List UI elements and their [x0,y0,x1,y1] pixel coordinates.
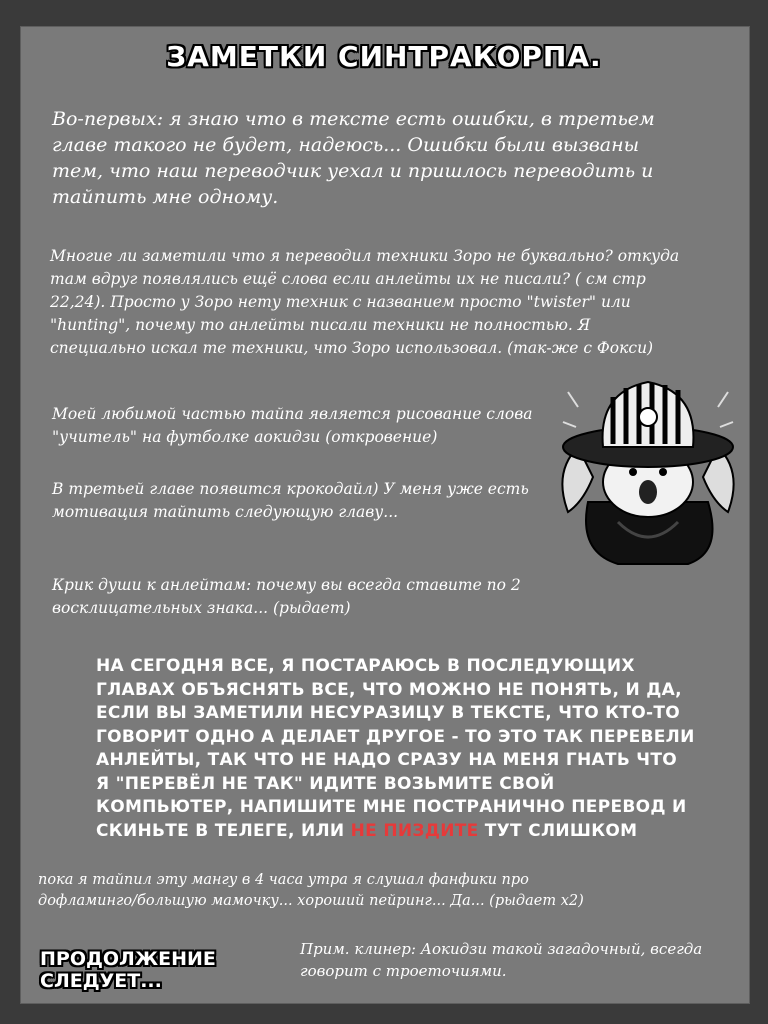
note-paragraph-1: Во-первых: я знаю что в тексте есть ошибки, в третьем главе такого не будет, надеюсь... Ошибки были вызваны тем, что наш переводчик уехал и пришлось переводить и тайпить мне одному. [52,108,655,208]
announcement-end: ТУТ СЛИШКОМ [478,820,638,841]
note-paragraph-5: Крик души к анлейтам: почему вы всегда ставите по 2 восклицательных знака... (рыдает) [52,576,521,617]
to-be-continued-label: ПРОДОЛЖЕНИЕ СЛЕДУЕТ... [40,948,216,992]
page-title: ЗАМЕТКИ СИНТРАКОРПА. [166,40,602,73]
note-paragraph-6: пока я тайпил эту мангу в 4 часа утра я слушал фанфики про дофламинго/большую мамочку... хороший пейринг... Да... (рыдает x2) [38,872,584,909]
note-paragraph-3: Моей любимой частью тайпа является рисование слова "учитель" на футболке аокидзи (откровение) [52,405,533,446]
cleaner-note: Прим. клинер: Аокидзи такой загадочный, всегда говорит с троеточиями. [300,940,703,980]
announcement-highlight: НЕ ПИЗДИТЕ [350,820,479,841]
main-announcement [96,655,696,843]
character-illustration [548,352,748,572]
note-paragraph-4: В третьей главе появится крокодайл) У меня уже есть мотивация тайпить следующую главу... [52,480,529,521]
announcement-text: НА СЕГОДНЯ ВСЕ, Я ПОСТАРАЮСЬ В ПОСЛЕДУЮЩИХ ГЛАВАХ ОБЪЯСНЯТЬ ВСЕ, ЧТО МОЖНО НЕ ПОНЯТЬ, И ДА, ЕСЛИ ВЫ ЗАМЕТИЛИ НЕСУРАЗИЦУ В ТЕКСТЕ, ЧТО КТО-ТО ГОВОРИТ ОДНО А ДЕЛАЕТ ДРУГОЕ - ТО ЭТО ТАК ПЕРЕВЕЛИ АНЛЕЙТЫ, ТАК ЧТО НЕ НАДО СРАЗУ НА МЕНЯ ГНАТЬ ЧТО Я "ПЕРЕВЁЛ НЕ ТАК" ИДИТЕ ВОЗЬМИТЕ СВОЙ КОМПЬЮТЕР, НАПИШИТЕ МНЕ ПОСТРАНИЧНО ПЕРЕВОД И СКИНЬТЕ В ТЕЛЕГЕ, ИЛИ [96,656,695,841]
note-paragraph-2: Многие ли заметили что я переводил техники Зоро не буквально? откуда там вдруг появлялись ещё слова если анлейты их не писали? ( см стр 22,24). Просто у Зоро нету техник с названием просто "twister" или "hunting", почему то анлейты писали техники не полностью. Я специально искал те техники, что Зоро использовал. (так-же с Фокси) [50,247,680,357]
